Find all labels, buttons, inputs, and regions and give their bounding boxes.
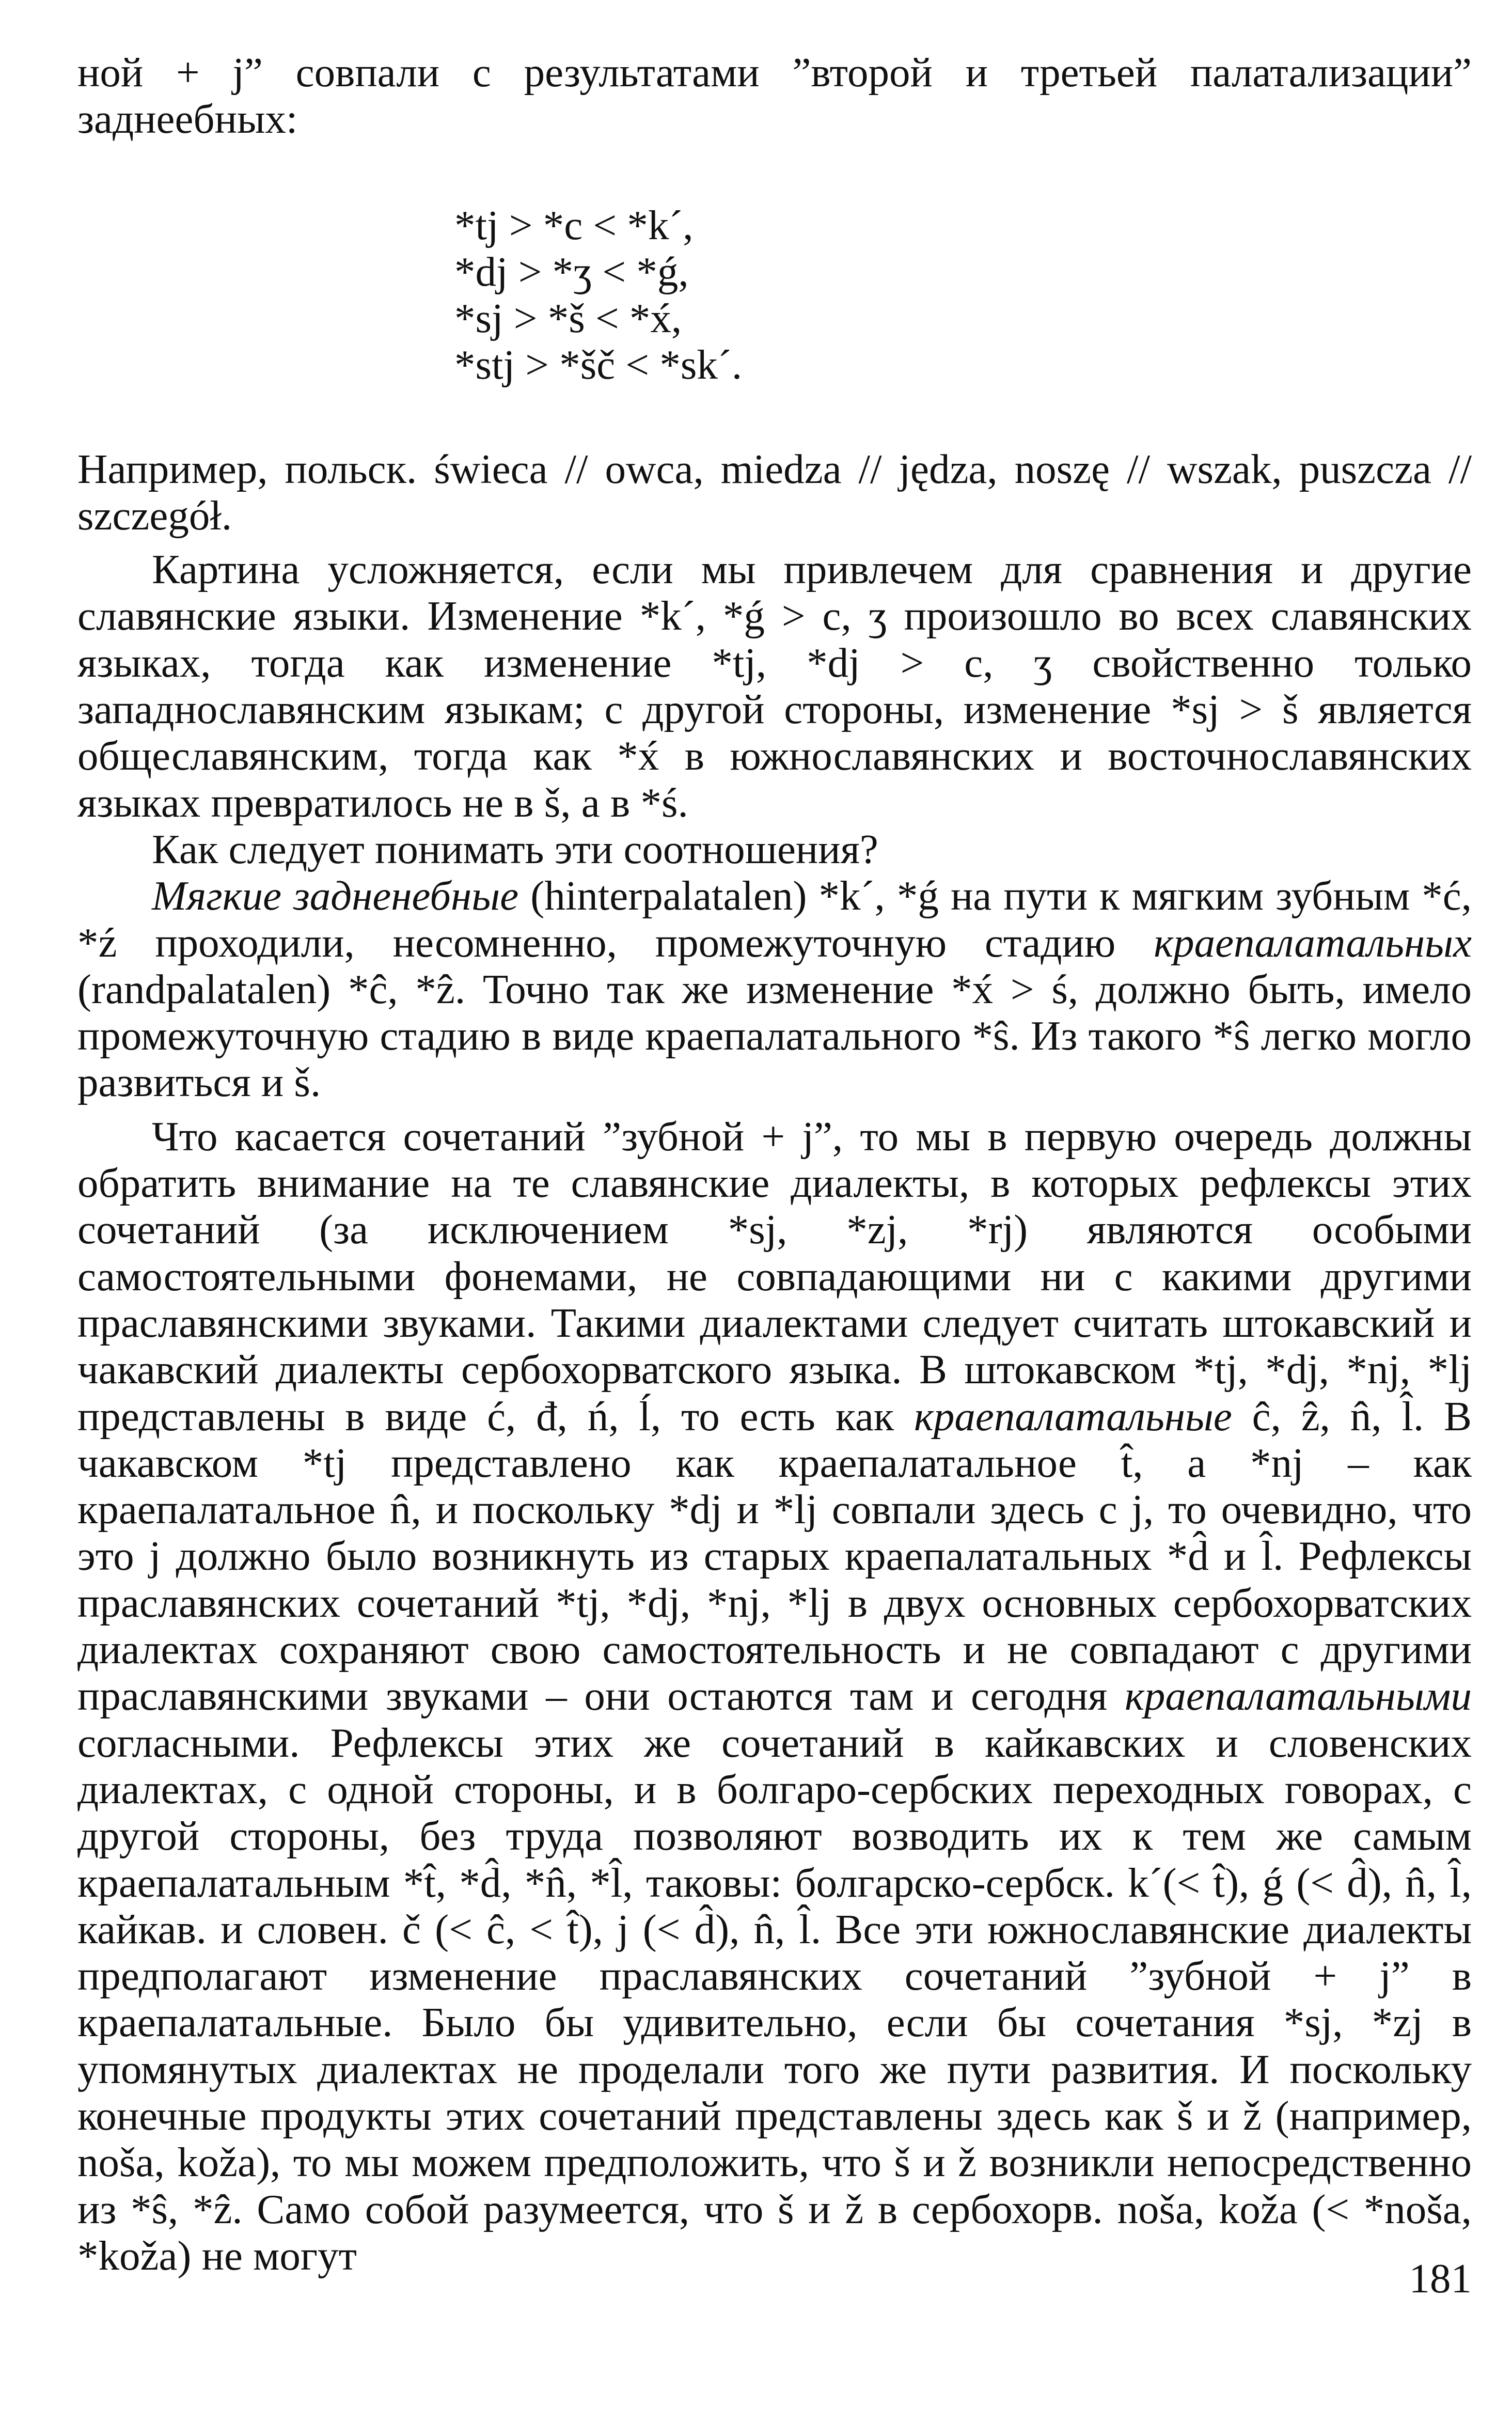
examples-paragraph: Например, польск. świeca // owca, miedza // jędza, noszę // wszak, puszcza // szczegół. (77, 445, 1472, 539)
formula-line: *stj > *šč < *sk´. (454, 341, 743, 388)
paragraph-text: (hinterpalatalen) *k´, *ǵ на пути к мягким зубным *ć, *ź проходили, несомненно, промежуточную стадию (77, 872, 1472, 966)
paragraph-text: (randpalatalen) *ĉ, *ẑ. Точно так же изменение *x́ > ś, должно быть, имело промежуточную стадию в виде краепалатального *ŝ. Из такого *ŝ легко могло развиться и š. (77, 965, 1472, 1106)
intro-paragraph: ной + j” совпали с результатами ”второй и третьей палатализации” заднеебных: (77, 49, 1472, 143)
formula-line: *sj > *š < *x́, (454, 294, 682, 341)
formula-block (454, 202, 1472, 388)
page-number: 181 (1409, 2255, 1472, 2302)
term-soft-velars: Мягкие задненебные (152, 872, 519, 919)
paragraph-palatals (77, 872, 1472, 1105)
paragraph-complication: Картина усложняется, если мы привлечем для сравнения и другие славянские языки. Изменение *k´, *ǵ > c, ʒ произошло во всех славянских языках, тогда как изменение *tj, *dj > c, ʒ свойственно только западнославянским языкам; с другой стороны, изменение *sj > š является общеславянским, тогда как *x́ в южнославянских и восточнославянских языках превратилось не в š, а в *ś. (77, 546, 1472, 826)
term-edge-palatals: краепалатальные (914, 1393, 1232, 1440)
term-edge-palatals-instr: краепалатальными (1124, 1673, 1472, 1720)
paragraph-text: Что касается сочетаний ”зубной + j”, то мы в первую очередь должны обратить внимание на те славянские диалекты, в которых рефлексы этих сочетаний (за исключением *sj, *zj, *rj) являются особыми самостоятельными фонемами, не совпадающими ни с какими другими праславянскими звуками. Такими диалектами следует считать штокавский и чакавский диалекты сербохорватского языка. В штокавском *tj, *dj, *nj, *lj представлены в виде ć, đ, ń, ĺ, то есть как (77, 1113, 1472, 1440)
paragraph-question: Как следует понимать эти соотношения? (152, 825, 878, 872)
formula-line: *dj > *ʒ < *ǵ, (454, 248, 689, 295)
document-page (77, 49, 1472, 2279)
term-edge-palatals: краепалатальных (1154, 919, 1472, 966)
formula-line: *tj > *c < *k´, (454, 201, 694, 248)
paragraph-dental-j (77, 1113, 1472, 2279)
paragraph-text: согласными. Рефлексы этих же сочетаний в кайкавских и словенских диалектах, с одной стороны, и в болгаро-сербских переходных говорах, с другой стороны, без труда позволяют возводить их к тем же самым краепалатальным *t̂, *d̂, *n̂, *l̂, таковы: болгарско-сербск. k´(< t̂), ǵ (< d̂), n̂, l̂, кайкав. и словен. č (< ĉ, < t̂), j (< d̂), n̂, l̂. Все эти южнославянские диалекты предполагают изменение праславянских сочетаний ”зубной + j” в краепалатальные. Было бы удивительно, если бы сочетания *sj, *zj в упомянутых диалектах не проделали того же пути развития. И поскольку конечные продукты этих сочетаний представлены здесь как š и ž (например, noša, koža), то мы можем предположить, что š и ž возникли непосредственно из *ŝ, *ẑ. Само собой разумеется, что š и ž в сербохорв. noša, koža (< *noša, *koža) не могут (77, 1719, 1472, 2279)
paragraph-text: ĉ, ẑ, n̂, l̂. В чакавском *tj представлено как краепалатальное t̂, а *nj – как краепалатальное n̂, и поскольку *dj и *lj совпали здесь с j, то очевидно, что это j должно было возникнуть из старых краепалатальных *d̂ и l̂. Рефлексы праславянских сочетаний *tj, *dj, *nj, *lj в двух основных сербохорватских диалектах сохраняют свою самостоятельность и не совпадают с другими праславянскими звуками – они остаются там и сегодня (77, 1393, 1472, 1720)
